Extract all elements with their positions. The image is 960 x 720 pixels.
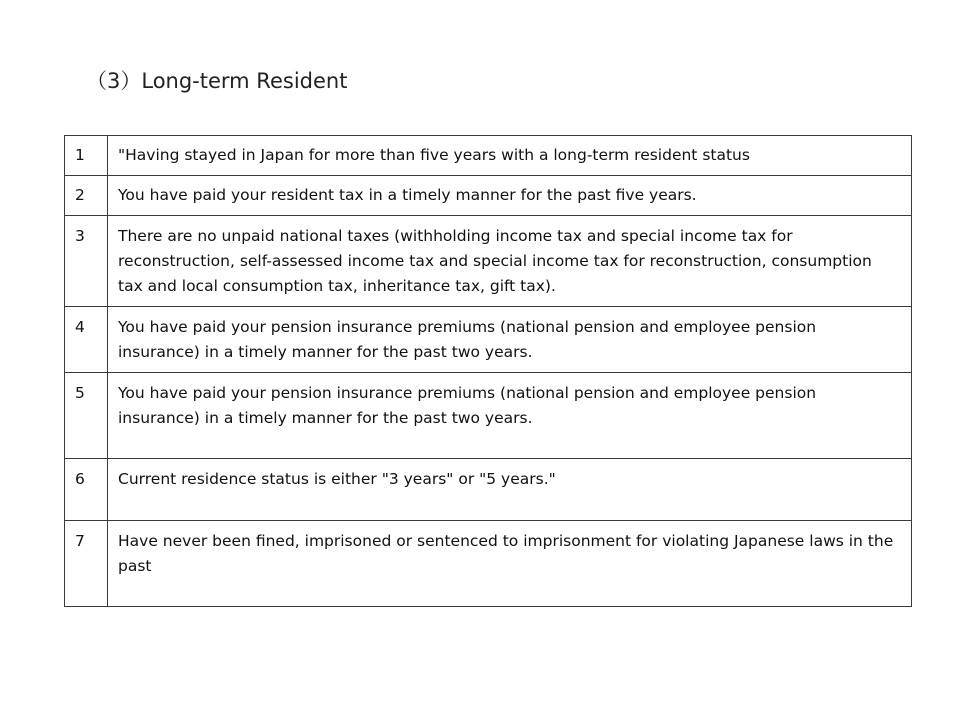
table-row bbox=[65, 136, 912, 176]
row-number: 7 bbox=[65, 521, 108, 607]
row-number: 5 bbox=[65, 373, 108, 459]
row-number: 3 bbox=[65, 216, 108, 307]
requirement-text: Current residence status is either "3 years" or "5 years." bbox=[108, 459, 912, 521]
requirement-text: "Having stayed in Japan for more than five years with a long-term resident status bbox=[108, 136, 912, 176]
requirement-text: Have never been fined, imprisoned or sentenced to imprisonment for violating Japanese laws in the past bbox=[108, 521, 912, 607]
table-row bbox=[65, 176, 912, 216]
table-row bbox=[65, 307, 912, 373]
requirement-text: You have paid your resident tax in a timely manner for the past five years. bbox=[108, 176, 912, 216]
table-row bbox=[65, 373, 912, 459]
requirement-text: There are no unpaid national taxes (withholding income tax and special income tax for reconstruction, self-assessed income tax and special income tax for reconstruction, consumption tax and local consumption tax, inheritance tax, gift tax). bbox=[108, 216, 912, 307]
row-number: 2 bbox=[65, 176, 108, 216]
requirement-text: You have paid your pension insurance premiums (national pension and employee pension insurance) in a timely manner for the past two years. bbox=[108, 373, 912, 459]
requirements-table bbox=[64, 135, 912, 607]
requirements-table-body bbox=[65, 136, 912, 607]
table-row bbox=[65, 459, 912, 521]
row-number: 6 bbox=[65, 459, 108, 521]
table-row bbox=[65, 216, 912, 307]
table-row bbox=[65, 521, 912, 607]
row-number: 4 bbox=[65, 307, 108, 373]
requirement-text: You have paid your pension insurance premiums (national pension and employee pension insurance) in a timely manner for the past two years. bbox=[108, 307, 912, 373]
row-number: 1 bbox=[65, 136, 108, 176]
page-title: （3）Long-term Resident bbox=[86, 69, 348, 93]
